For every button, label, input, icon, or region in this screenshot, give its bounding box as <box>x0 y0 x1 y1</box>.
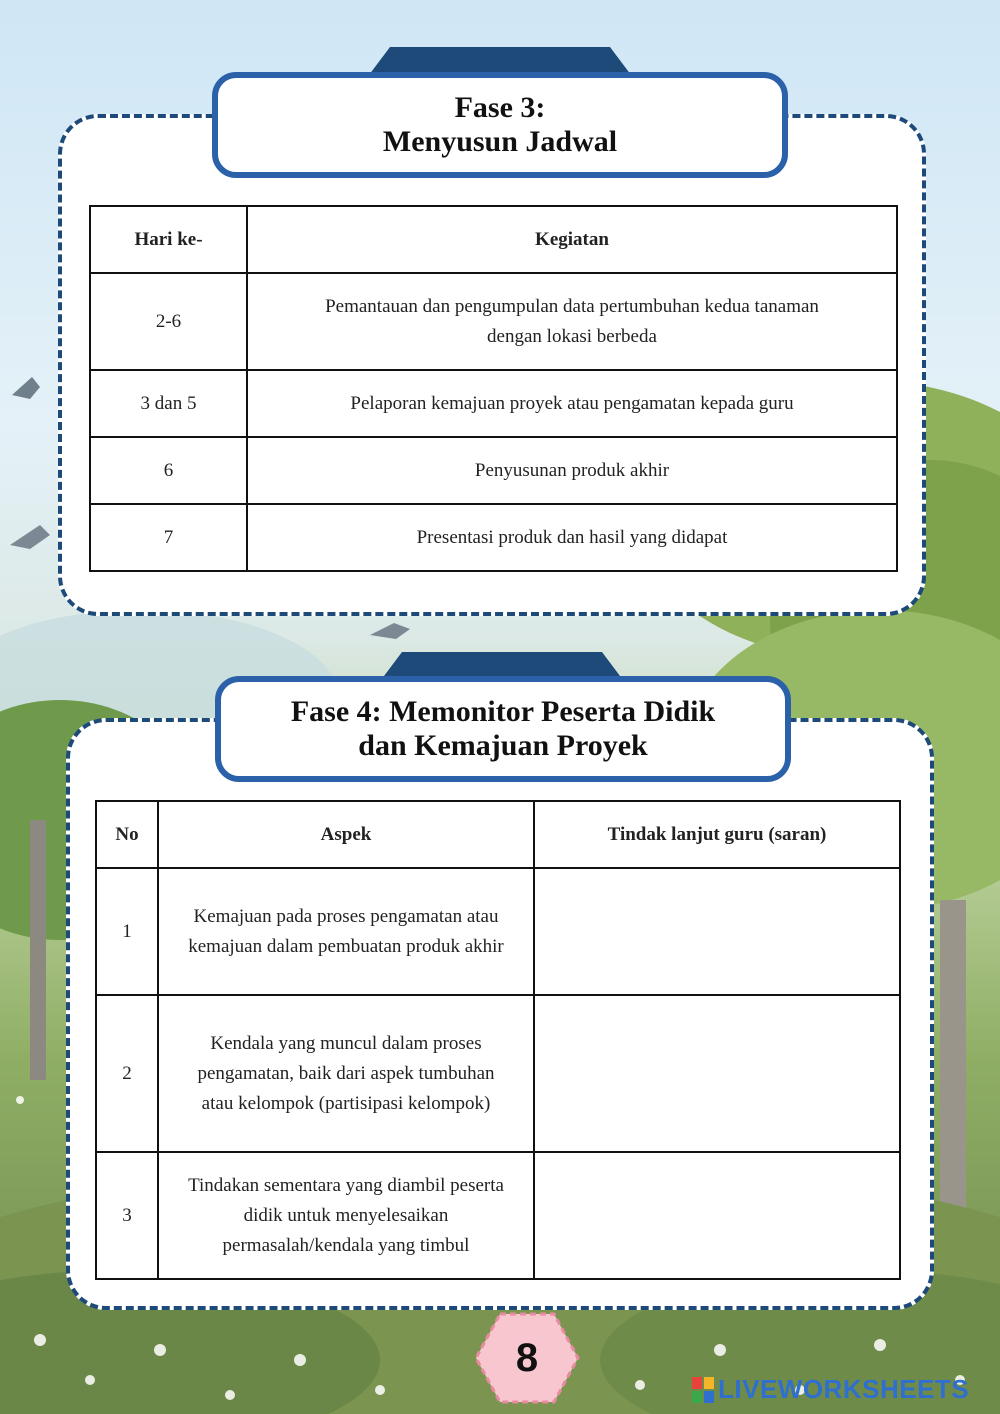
header-aspect: Aspek <box>158 801 534 868</box>
row-day: 3 dan 5 <box>90 370 247 437</box>
row-aspect: Kemajuan pada proses pengamatan atau kemajuan dalam pembuatan produk akhir <box>158 868 534 995</box>
header-no: No <box>96 801 158 868</box>
row-day: 2-6 <box>90 273 247 370</box>
phase3-title-line1: Fase 3: <box>454 91 546 124</box>
table-row <box>90 437 897 504</box>
phase4-title-line1: Fase 4: Memonitor Peserta Didik <box>290 695 716 728</box>
liveworksheets-watermark <box>692 1374 969 1405</box>
table-row <box>96 1152 900 1279</box>
header-day: Hari ke- <box>90 206 247 273</box>
row-activity: Presentasi produk dan hasil yang didapat <box>247 504 897 571</box>
schedule-table <box>89 205 898 572</box>
row-aspect: Tindakan sementara yang diambil peserta didik untuk menyelesaikan permasalah/kendala yang timbul <box>158 1152 534 1279</box>
followup-input-cell[interactable] <box>534 995 900 1152</box>
phase4-title <box>215 676 791 782</box>
phase4-title-line2: dan Kemajuan Proyek <box>358 729 648 762</box>
table-row <box>90 370 897 437</box>
row-activity: Penyusunan produk akhir <box>247 437 897 504</box>
phase3-title <box>212 72 788 178</box>
followup-input-cell[interactable] <box>534 868 900 995</box>
row-day: 6 <box>90 437 247 504</box>
table-row <box>90 273 897 370</box>
header-followup: Tindak lanjut guru (saran) <box>534 801 900 868</box>
monitoring-table <box>95 800 901 1280</box>
row-no: 3 <box>96 1152 158 1279</box>
header-activity: Kegiatan <box>247 206 897 273</box>
followup-input-cell[interactable] <box>534 1152 900 1279</box>
table-header-row <box>90 206 897 273</box>
table-header-row <box>96 801 900 868</box>
row-day: 7 <box>90 504 247 571</box>
row-activity: Pemantauan dan pengumpulan data pertumbuhan kedua tanaman dengan lokasi berbeda <box>247 273 897 370</box>
row-no: 1 <box>96 868 158 995</box>
row-activity: Pelaporan kemajuan proyek atau pengamatan kepada guru <box>247 370 897 437</box>
liveworksheets-logo-icon <box>692 1377 714 1403</box>
page-number: 8 <box>515 1335 539 1380</box>
table-row <box>96 995 900 1152</box>
watermark-text: LIVEWORKSHEETS <box>718 1374 970 1404</box>
table-row <box>96 868 900 995</box>
table-row <box>90 504 897 571</box>
phase3-title-line2: Menyusun Jadwal <box>382 125 618 158</box>
row-no: 2 <box>96 995 158 1152</box>
row-aspect: Kendala yang muncul dalam proses pengamatan, baik dari aspek tumbuhan atau kelompok (partisipasi kelompok) <box>158 995 534 1152</box>
page-number-badge <box>474 1312 580 1404</box>
